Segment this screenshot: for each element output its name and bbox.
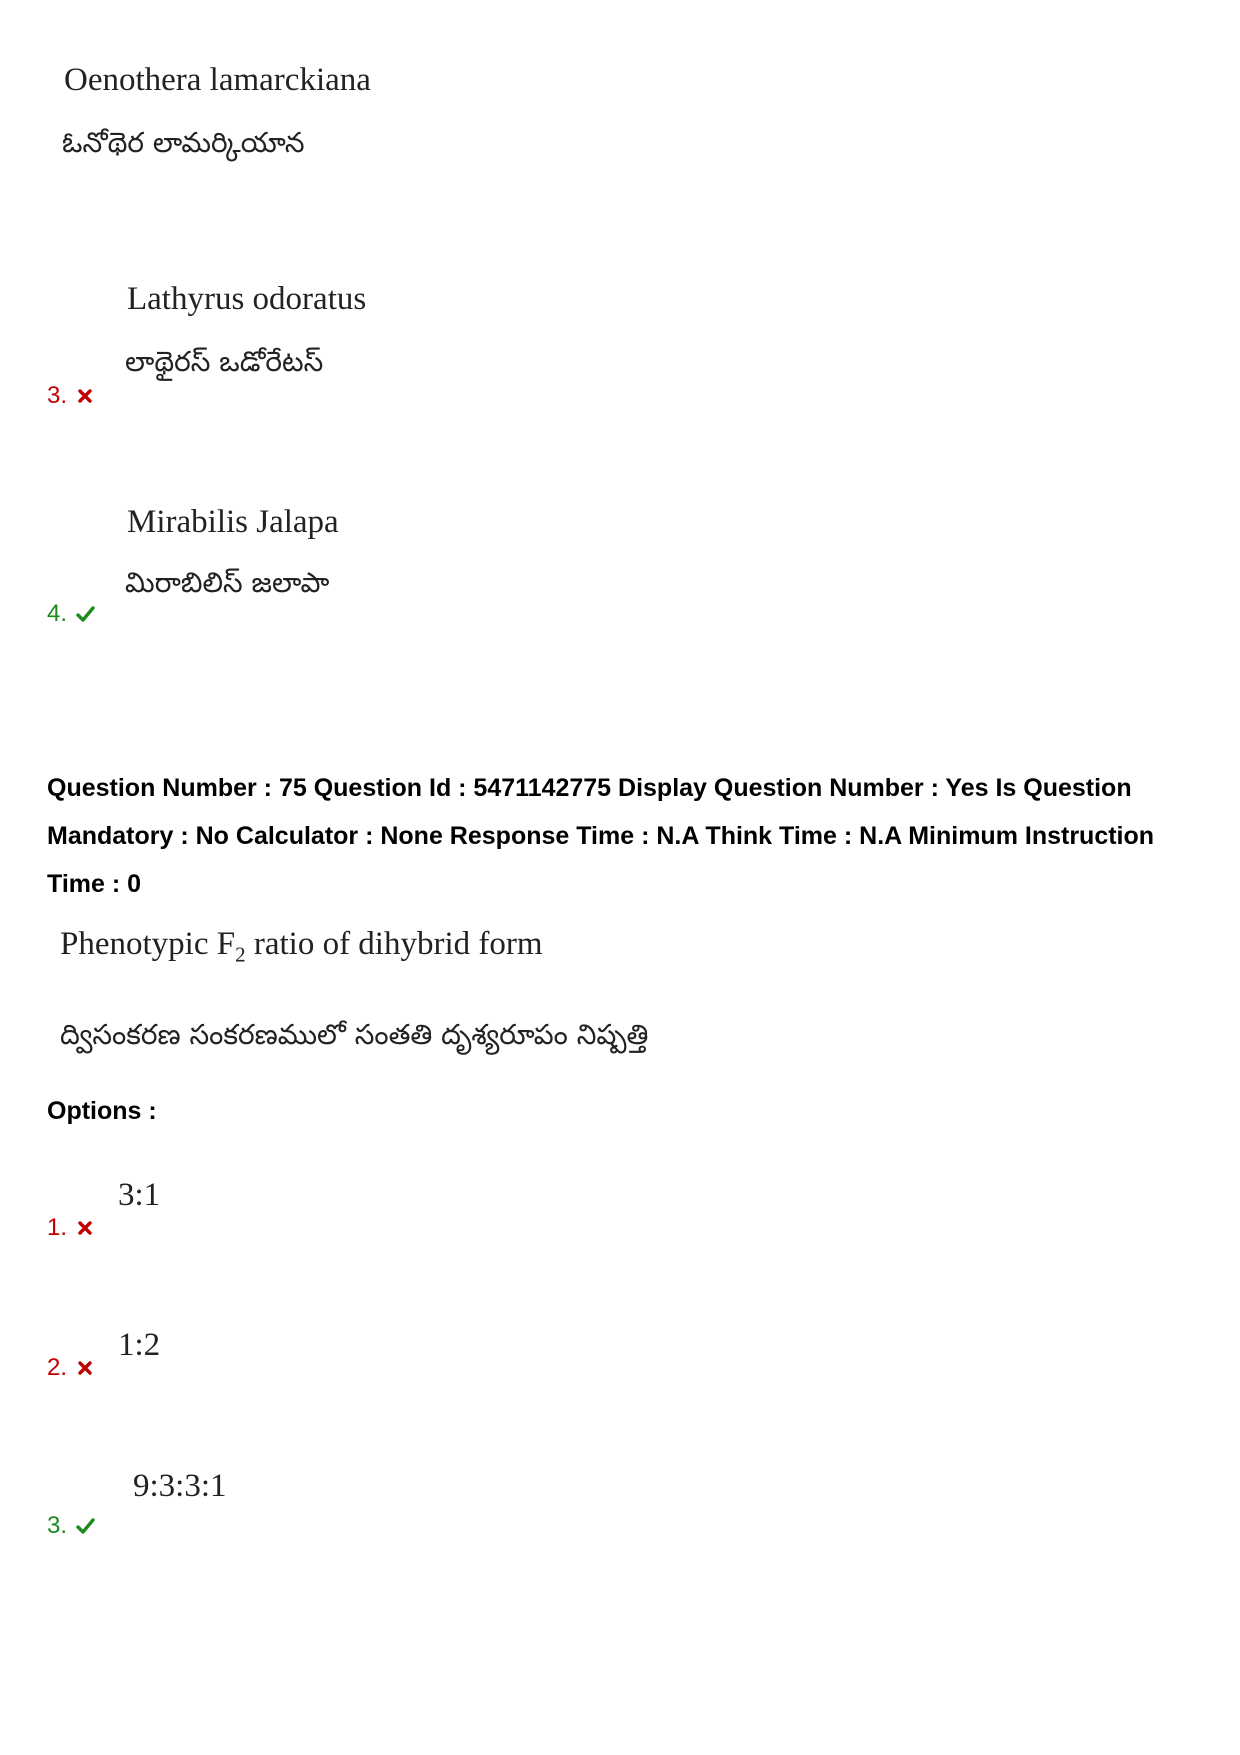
- cross-icon: [75, 386, 95, 406]
- option-3-marker-correct: [47, 1512, 95, 1540]
- option-4-telugu: మిరాబిలిస్ జలాపా: [125, 566, 330, 599]
- option-number: 3.: [47, 382, 68, 409]
- cross-icon: [75, 1218, 95, 1238]
- check-icon: [75, 604, 95, 624]
- option-number: 1.: [47, 1214, 68, 1241]
- option-3-telugu: లాథైరస్ ఒడోరేటస్: [125, 345, 324, 378]
- option-2-value: 1:2: [118, 1327, 161, 1363]
- question-meta: Question Number : 75 Question Id : 5471142775 Display Question Number : Yes Is Question Mandatory : No Calculator : None Response Time : N.A Think Time : N.A Minimum Instruction Time : 0: [47, 774, 1155, 898]
- option-1-value: 3:1: [118, 1177, 161, 1213]
- question-text-subscript: 2: [235, 942, 246, 967]
- question-text-prefix: Phenotypic F: [60, 926, 236, 962]
- option-3-marker: [47, 382, 95, 410]
- question-text-telugu: ద్విసంకరణ సంకరణములో సంతతి దృశ్యరూపం నిష్పత్తి: [60, 1018, 649, 1051]
- options-label: Options :: [47, 1097, 157, 1125]
- option-number: 3.: [47, 1512, 68, 1539]
- question-text-suffix: ratio of dihybrid form: [245, 926, 543, 962]
- option-3-value: 9:3:3:1: [133, 1468, 227, 1504]
- option-number: 4.: [47, 600, 68, 627]
- option-1-marker: [47, 1214, 95, 1242]
- option-2-marker: [47, 1354, 95, 1382]
- option-2-telugu: ఓనోథెర లామర్కియాన: [62, 126, 305, 159]
- cross-icon: [75, 1358, 95, 1378]
- option-number: 2.: [47, 1354, 68, 1381]
- option-4-marker: [47, 600, 95, 628]
- option-3-english: Lathyrus odoratus: [127, 281, 367, 317]
- question-text-english: [60, 926, 543, 968]
- option-4-english: Mirabilis Jalapa: [127, 504, 339, 540]
- option-2-english: Oenothera lamarckiana: [64, 62, 371, 98]
- check-icon: [75, 1516, 95, 1536]
